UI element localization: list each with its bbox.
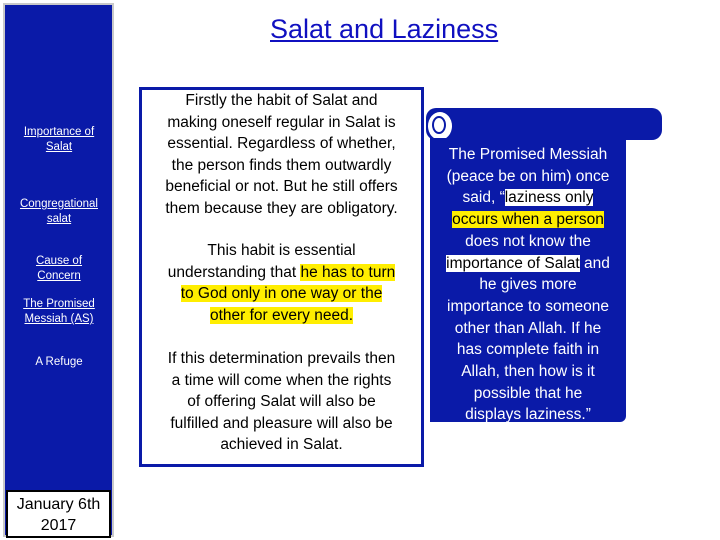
date-box bbox=[6, 490, 111, 538]
highlighted-phrase: to God only in one way or the bbox=[180, 285, 383, 303]
paragraph-3: If this determination prevails then a time will come when the rights of offering Salat will also be fulfilled and pleasure will also be achieved in Salat. bbox=[167, 350, 396, 454]
nav-link-promised-messiah[interactable]: The Promised Messiah (AS) bbox=[23, 298, 95, 325]
highlighted-phrase: laziness only bbox=[504, 189, 594, 207]
paragraph-1: Firstly the habit of Salat and making oneself regular in Salat is essential. Regardless of whether, the person finds them outwardly beneficial or not. But he still offers them because they are obligatory. bbox=[165, 92, 398, 217]
nav-link-importance-of-salat[interactable]: Importance of Salat bbox=[23, 126, 95, 153]
paragraph-2: This habit is essential understanding that he has to turn to God only in one way or the other for every need. bbox=[167, 242, 396, 324]
scroll-curl-inner-icon bbox=[432, 116, 446, 134]
main-text-box bbox=[139, 87, 424, 467]
nav-link-cause-of-concern[interactable]: Cause of Concern bbox=[35, 255, 83, 282]
highlighted-phrase: other for every need. bbox=[209, 306, 354, 324]
highlighted-phrase: he has to turn bbox=[300, 263, 396, 281]
highlighted-phrase: occurs when a person bbox=[452, 211, 604, 229]
nav-link-a-refuge[interactable]: A Refuge bbox=[35, 356, 83, 368]
scroll-banner bbox=[426, 108, 662, 140]
nav-link-congregational-salat[interactable]: Congregational salat bbox=[19, 198, 98, 225]
date-line: January 6th bbox=[16, 496, 101, 513]
quote-text: The Promised Messiah (peace be on him) once said, “laziness only occurs when a person does not know the importance of Salat and he gives more importance to someone other than Allah. If he has complete faith in Allah, then how is it possible that he displays laziness.” bbox=[446, 146, 610, 424]
page-title[interactable]: Salat and Laziness bbox=[270, 14, 499, 44]
highlighted-phrase: importance of Salat bbox=[446, 254, 580, 272]
date-year: 2017 bbox=[40, 517, 77, 534]
